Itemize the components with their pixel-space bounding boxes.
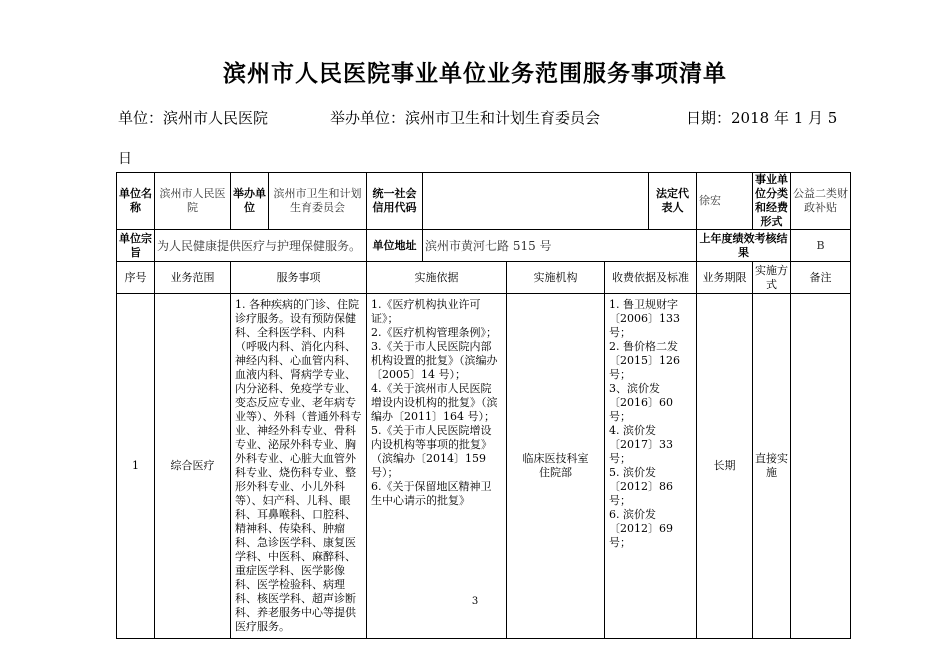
row-scope: 综合医疗 [155,294,231,639]
fee-item: 3、滨价发〔2016〕60 号； [609,382,673,423]
info-row-2 [117,230,851,262]
meta-sponsor: 举办单位：滨州市卫生和计划生育委员会 [330,109,601,127]
fee-item: 1. 鲁卫规财字〔2006〕133 号； [609,298,680,339]
row-term: 长期 [697,294,753,639]
meta-date: 日期：2018 年 1 月 5 [686,109,838,127]
fee-item: 6. 滨价发〔2012〕69 号； [609,508,673,549]
fee-item: 2. 鲁价格二发〔2015〕126 号； [609,340,680,381]
row-mode: 直接实施 [753,294,791,639]
fee-item: 4. 滨价发〔2017〕33 号； [609,424,673,465]
category-label: 事业单位分类和经费形式 [753,173,791,230]
col-fee: 收费依据及标准 [605,262,697,294]
row-basis [367,294,507,639]
basis-item: 4.《关于滨州市人民医院增设内设机构的批复》（滨编办〔2011〕164 号）； [371,382,498,423]
page-number: 3 [471,596,479,607]
page-title: 滨州市人民医院事业单位业务范围服务事项清单 [223,60,727,87]
unit-name-label: 单位名称 [117,173,155,230]
col-items: 服务事项 [231,262,367,294]
purpose-value: 为人民健康提供医疗与护理保健服务。 [155,230,367,262]
sponsor-label: 举办单位 [231,173,269,230]
col-basis: 实施依据 [367,262,507,294]
sponsor-value: 滨州市卫生和计划生育委员会 [269,173,367,230]
row-note [791,294,851,639]
performance-value: B [791,230,851,262]
col-org: 实施机构 [507,262,605,294]
col-no: 序号 [117,262,155,294]
row-org: 临床医技科室 住院部 [507,294,605,639]
col-note: 备注 [791,262,851,294]
address-value: 滨州市黄河七路 515 号 [423,230,697,262]
basis-item: 1.《医疗机构执业许可证》； [371,298,481,325]
header-meta [118,107,838,129]
purpose-label: 单位宗旨 [117,230,155,262]
column-header-row [117,262,851,294]
col-term: 业务期限 [697,262,753,294]
meta-date-tail: 日 [118,151,132,167]
meta-unit: 单位：滨州市人民医院 [118,109,269,127]
credit-code-label: 统一社会信用代码 [367,173,423,230]
legal-rep-value: 徐宏 [697,173,753,230]
row-no: 1 [117,294,155,639]
col-scope: 业务范围 [155,262,231,294]
row-fee [605,294,697,639]
credit-code-value [423,173,649,230]
row-items: 1. 各种疾病的门诊、住院诊疗服务。设有预防保健科、全科医学科、内科（呼吸内科、消化内科、神经内科、心血管内科、血液内科、肾病学专业、内分泌科、免疫学专业、变态反应专业、老年病专业等）、外科（普通外科专业、神经外科专业、骨科专业、泌尿外科专业、胸外科专业、心脏大血管外科专业、烧伤科专业、整形外科专业、小儿外科等）、妇产科、儿科、眼科、耳鼻喉科、口腔科、精神科、传染科、肿瘤科、急诊医学科、康复医学科、中医科、麻醉科、重症医学科、医学影像科、医学检验科、病理科、核医学科、超声诊断科、养老服务中心等提供医疗服务。 [231,294,367,639]
basis-item: 2.《医疗机构管理条例》； [371,326,497,339]
info-row-1 [117,173,851,230]
unit-name-value: 滨州市人民医院 [155,173,231,230]
basis-item: 3.《关于市人民医院内部机构设置的批复》（滨编办〔2005〕14 号）； [371,340,498,381]
col-mode: 实施方式 [753,262,791,294]
category-value: 公益二类财政补贴 [791,173,851,230]
table-row [117,294,851,639]
service-table [116,172,851,639]
legal-rep-label: 法定代表人 [649,173,697,230]
performance-label: 上年度绩效考核结果 [697,230,791,262]
basis-item: 5.《关于市人民医院增设内设机构等事项的批复》（滨编办〔2014〕159 号）； [371,424,492,479]
fee-item: 5. 滨价发〔2012〕86 号； [609,466,673,507]
address-label: 单位地址 [367,230,423,262]
basis-item: 6.《关于保留地区精神卫生中心请示的批复》 [371,480,492,507]
